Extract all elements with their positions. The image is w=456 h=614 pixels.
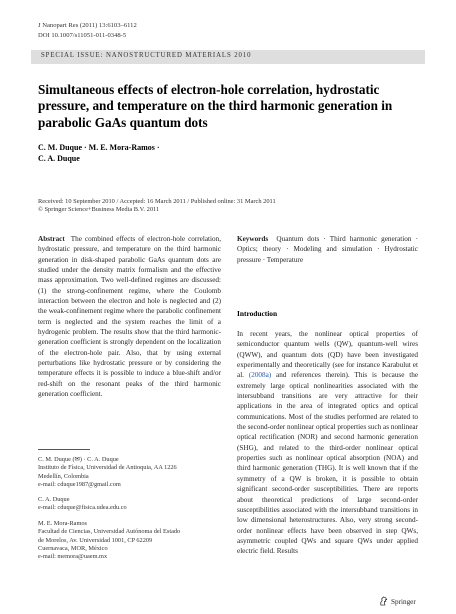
citation-link[interactable]: (2008a)	[248, 371, 272, 380]
paper-title: Simultaneous effects of electron-hole correlation, hydrostatic pressure, and temperature on the third harmonic generation in parabolic GaAs quantum dots	[38, 82, 393, 130]
affiliation-line: Instituto de Física, Universidad de Antioquia, AA 1226	[38, 464, 177, 472]
copyright: © Springer Science+Business Media B.V. 2011	[38, 206, 160, 214]
keywords	[237, 234, 418, 265]
affiliation-line: Cuernavaca, MOR, México	[38, 544, 108, 552]
abstract	[38, 234, 221, 400]
affiliation-line: C. A. Duque	[38, 496, 70, 503]
special-issue-banner	[31, 50, 425, 64]
springer-logo	[379, 596, 416, 608]
affiliation-2	[38, 496, 221, 513]
affiliation-email: e-mail: memora@uaem.mx	[38, 553, 108, 561]
abstract-label: Abstract	[38, 235, 65, 243]
publication-dates	[38, 198, 428, 215]
affiliation-3	[38, 520, 221, 561]
publisher-name: Springer	[391, 598, 416, 606]
author-line-2: C. A. Duque	[38, 153, 80, 163]
journal-citation: J Nanopart Res (2011) 13:6103–6112	[38, 22, 137, 29]
affiliation-email: e-mail: cduque@fisica.udea.edu.co	[38, 504, 127, 512]
author-line-1: C. M. Duque · M. E. Mora-Ramos ·	[38, 143, 160, 152]
affiliation-line: M. E. Mora-Ramos	[38, 520, 87, 527]
author-list	[38, 143, 338, 165]
affiliation-line: Medellín, Colombia	[38, 472, 89, 480]
journal-header	[38, 21, 137, 40]
affiliation-line: de Morelos, Av. Universidad 1001, CP 62209	[38, 536, 153, 544]
introduction-text-before: In recent years, the nonlinear optical properties of semiconductor quantum wells (QW), quantum-well wires (QWW), and quantum dots (QD) have been investigated experimentally and theoretically (see for instance Karabulut et al.	[237, 330, 418, 380]
doi: DOI 10.1007/s11051-011-0348-5	[38, 31, 127, 39]
affiliation-line: Facultad de Ciencias, Universidad Autónoma del Estado	[38, 528, 181, 536]
affiliation-line: C. M. Duque (✉) · C. A. Duque	[38, 456, 119, 463]
affiliation-email: e-mail: cduque1987@gmail.com	[38, 480, 121, 488]
received-dates: Received: 10 September 2010 / Accepted: 16 March 2011 / Published online: 31 March 2011	[38, 198, 276, 205]
keywords-text: Quantum dots · Third harmonic generation · Optics; theory · Modeling and simulation · Hydrostatic pressure · Temperature	[237, 235, 418, 264]
introduction-text	[237, 329, 418, 557]
special-issue-label: SPECIAL ISSUE: NANOSTRUCTURED MATERIALS 2010	[41, 52, 252, 59]
introduction-heading: Introduction	[237, 309, 278, 318]
affiliation-1	[38, 456, 221, 489]
introduction-text-after: and references therein). This is because the extremely large optical nonlinearities associated with the intersubband transitions are very attractive for their applications in the area of integrated optics and optical communications. Most of the studies performed are related to the second-order nonlinear optical properties such as nonlinear optical rectification (NOR) and second harmonic generation (SHG), and related to the third-order nonlinear optical properties such as nonlinear optical absorption (NOA) and third harmonic generation (THG). It is well known that if the symmetry of a QW is broken, it is possible to obtain significant second-order susceptibilities. There are reports about theoretical predictions of large second-order susceptibilities associated with the intersubband transitions in low dimensional heterostructures. Also, very strong second-order nonlinear effects have been observed in step QWs, asymmetric coupled QWs and square QWs under applied electric field. Results	[237, 371, 419, 556]
abstract-text: The combined effects of electron-hole correlation, hydrostatic pressure, and temperature on the third harmonic generation in disk-shaped parabolic GaAs quantum dots are studied under the density matrix formalism and the effective mass approximation. Two well-defined regimes are discussed: (1) the strong-confinement regime, where the Coulomb interaction between the electron and hole is neglected and (2) the weak-confinement regime where the parabolic confinement term is neglected and the system reaches the limit of a hydrogenic problem. The results show that the third harmonic-generation coefficient is strongly dependent on the localization of the electron-hole pair. Also, that by using external perturbations like hydrostatic pressure or by considering the temperature effects it is possible to induce a blue-shift and/or red-shift on the resonant peaks of the third harmonic generation coefficient.	[38, 235, 221, 399]
springer-knight-icon	[379, 596, 388, 608]
keywords-label: Keywords	[237, 235, 269, 243]
footnote-divider	[38, 449, 90, 450]
